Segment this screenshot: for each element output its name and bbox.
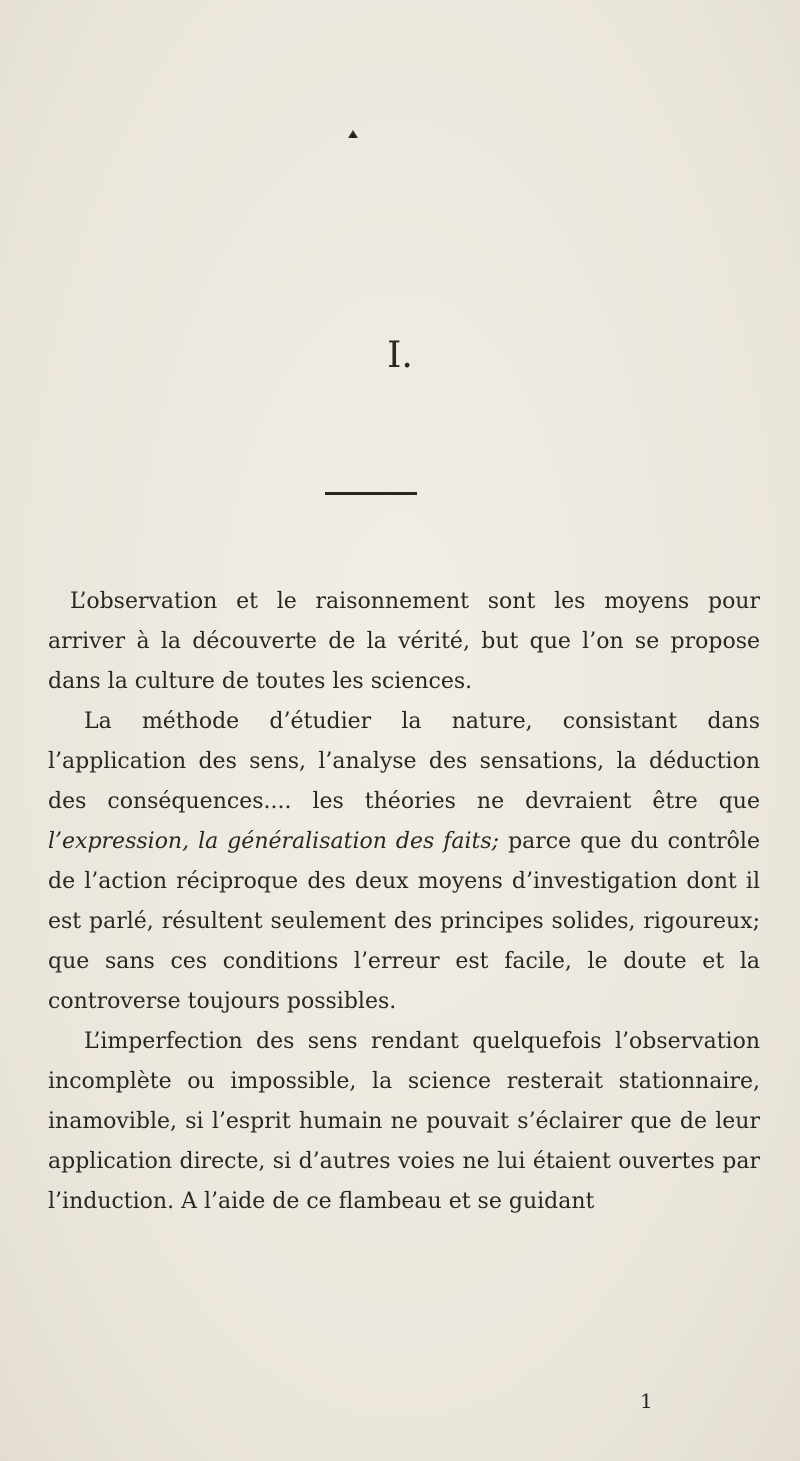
section-rule <box>325 492 417 495</box>
section-number: I. <box>387 335 413 376</box>
paragraph-3: L’imperfection des sens rendant quelquefois l’observation incomplète ou impossible, la science resterait stationnaire, inamovible, si l’esprit humain ne pouvait s’éclairer que de leur application directe, si d’autres voies ne lui étaient ouvertes par l’induction. A l’aide de ce flambeau et se guidant <box>48 1029 760 1214</box>
paragraph-2-italic: l’expression, la généralisation des faits; <box>48 829 500 854</box>
page-number: 1 <box>640 1389 653 1413</box>
paragraph-2 <box>48 702 760 1022</box>
ornament-icon <box>347 128 359 140</box>
body-text <box>48 582 760 1222</box>
paragraph-2-end: parce que du contrôle de l’action réciproque des deux moyens d’investigation dont il est parlé, résultent seulement des principes solides, rigoureux; que sans ces conditions l’erreur est facile, le doute et la controverse toujours possibles. <box>48 829 760 1014</box>
paragraph-1: L’observation et le raisonnement sont les moyens pour arriver à la découverte de la vérité, but que l’on se propose dans la culture de toutes les sciences. <box>48 589 760 694</box>
paragraph-2-start: La méthode d’étudier la nature, consistant dans l’application des sens, l’analyse des sensations, la déduction des conséquences.... les théories ne devraient être que <box>48 709 760 814</box>
